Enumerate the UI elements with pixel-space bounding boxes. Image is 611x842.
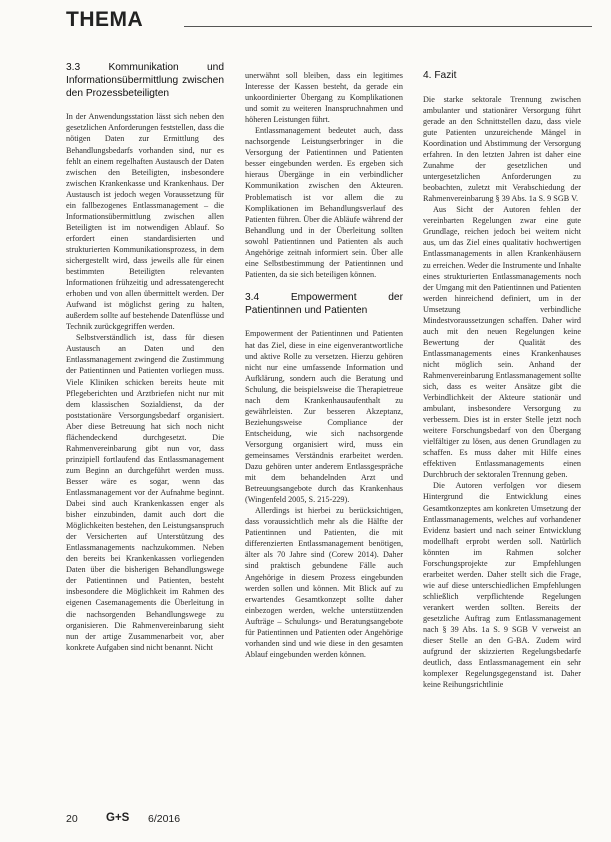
- column-middle: [245, 70, 403, 822]
- paragraph: Entlassmanagement bedeutet auch, dass nachsorgende Leistungserbringer in die Versorgung der Patientinnen und Patienten besser eingebunden werden. Es ergeben sich hieraus Übergänge in ein verbindlicher Kommunikation zwischen den Akteuren. Problematisch ist vor allem die zu Komplikationen im Behandlungsverlauf des Patienten führen. Über die Abläufe während der Behandlung und in der Überleitung sollten sowohl Patientinnen und Patienten als auch Angehörige zeitnah informiert sein. Über alle eine Selbstbestimmung der Patientinnen und Patienten, da sie sich beteiligen können.: [245, 126, 403, 279]
- paragraph: Empowerment der Patientinnen und Patienten hat das Ziel, diese in eine eigenverantwortliche und aktive Rolle zu versetzen. Hierzu gehören nicht nur eine umfassende Information und Aufklärung, sondern auch die Beratung und Schulung, die beispielsweise die Therapietreue nach dem Krankenhausaufenthalt zu gewährleisten. Zur besseren Akzeptanz, Beziehungsweise Compliance der Entscheidung, wie sich nachsorgende Versorgung organisiert wird, muss ein gemeinsames Verständnis erarbeitet werden. Dazu gehören unter anderem Entlassgespräche mit dem behandelnden Arzt und Betreuungsangebote durch das Krankenhaus (Wingenfeld 2005, S. 215-229).: [245, 329, 403, 505]
- column-left: [66, 62, 224, 814]
- section-heading-3-4: 3.4 Empowerment der Patientinnen und Patienten: [245, 291, 403, 316]
- paragraph: In der Anwendungsstation lässt sich neben den gesetzlichen Anforderungen feststellen, dass die nötigen Daten zur Ermittlung des Behandlungsbedarfs vorhanden sind, nur es fehlt an einem regelhaften Austausch der Daten zwischen den Beteiligten, insbesondere zwischen Krankenkasse und Krankenhaus. Der Austausch ist jedoch wegen Voraussetzung für ein fallbezogenes Entlassmanagement – die Informationsübermittlung zwischen allen Beteiligten ist im notwendigen Ablauf. So erfordert einen standardisierten und strukturierten Kommunikationsprozess, in dem sichergestellt wird, dass jeweils alle für einen bestimmten Beteiligten relevanten Informationen frühzeitig und adressatengerecht erhoben und von allen übermittelt werden. Der Aufwand ist möglichst gering zu halten, außerdem sollte auf bestehende Datenflüsse und Technik zurückgegriffen werden.: [66, 112, 224, 332]
- issue-number: 6/2016: [148, 813, 181, 825]
- paragraph: Allerdings ist hierbei zu berücksichtigen, dass voraussichtlich mehr als die Hälfte der Patientinnen und Patienten, die mit differenzierten Entlassmanagement benötigen, älter als 70 Jahre sind (Corew 2014). Daher sind praktisch gebundene Fälle auch Angehörige in diesem Prozess eingebunden werden sollen und können. Mit Blick auf zu erwartendes Gesamtkonzept sollte daher einbezogen werden, welche unterstützenden Aufträge – Schulungs- und Beratungsangebote für Patientinnen und Patienten oder Angehörige vorhanden sind und wie diese in den gesamten Ablauf eingebunden werden können.: [245, 506, 403, 659]
- paragraph: Die Autoren verfolgen vor diesem Hintergrund die Entwicklung eines Gesamtkonzeptes am konkreten Umsetzung der Entlassmanagements, welches auf vorhandener Evidenz basiert und nach seiner Entwicklung modellhaft erprobt werden soll. Natürlich könnten im Rahmen solcher Forschungsprojekte zur Empfehlungen erarbeitet werden. Daher stellt sich die Frage, wie auf diese unterschiedlichen Empfehlungen schließlich verpflichtende Regelungen verankert werden sollten. Bereits der gesetzliche Auftrag zum Entlassmanagement nach § 39 Abs. 1a S. 9 SGB V verweist an dieser Stelle an den G-BA. Zudem wird aufgrund der skizzierten Regelungsbedarfe deutlich, dass Entlassmanagement ein sehr komplexer Regelungsgegenstand ist. Daher keine Reihungsrichtlinie: [423, 481, 581, 690]
- paragraph: Aus Sicht der Autoren fehlen der vereinbarten Regelungen zwar eine gute Grundlage, reichen jedoch bei weitem nicht aus, um das Ziel eines qualitativ hochwertigen Entlassmanagements in allen Krankenhäusern zu erreichen. Weder die Instrumente und Inhalte eines strukturierten Entlassmanagements noch der Umgang mit den Patientinnen und Patienten werden hinreichend definiert, um in der Umsetzung verbindliche Mindestvoraussetzungen schaffen. Daher wird auch mit den neuen Regelungen keine Bewertung der Qualität des Entlassmanagements eines Krankenhauses nicht möglich sein. Anhand der Rahmenvereinbarung Entlassmanagement sollte sich, dass es weiter Ansätze gibt die Verbindlichkeit der Akteure stationär und ambulant, insbesondere Versorgung zu verbessern. Dies ist in erster Stelle jetzt noch weitere Forschungsbedarf von den Übergang vielfältiger zu lösen, aus denen Grundlagen zu schaffen. Es muss daher mit Hilfe eines effektiven Entlassmanagements einen Durchbruch der sektoralen Trennung geben.: [423, 205, 581, 480]
- spacer: [245, 280, 403, 292]
- section-heading-4: 4. Fazit: [423, 70, 457, 81]
- journal-logo: G+S: [106, 812, 130, 824]
- paragraph: unerwähnt soll bleiben, dass ein legitimes Interesse der Kassen besteht, da gerade ein unkoordinierter Übergang zu Komplikationen und somit zu weiteren Inanspruchnahmen und höheren Leistungen führt.: [245, 71, 403, 125]
- column-right: [423, 70, 581, 822]
- paragraph: Die starke sektorale Trennung zwischen ambulanter und stationärer Versorgung führt gerade an den Schnittstellen dazu, dass viele gute Patienten unzureichende Mängel in Koordination und Abstimmung der Versorgung erfahren. In den letzten Jahren ist daher eine Zunahme der gesetzlichen und untergesetzlichen Anforderungen zu beobachten, zuletzt mit Verabschiedung der Rahmenvereinbarung § 39 Abs. 1a S. 9 SGB V.: [423, 94, 581, 204]
- section-title: THEMA: [66, 8, 144, 31]
- paragraph: Selbstverständlich ist, dass für diesen Austausch an Daten und den Entlassmanagement zwingend die Zustimmung der Patientinnen und Patienten vorliegen muss. Viele Kliniken schicken bereits heute mit Pflegeberichten und Arztbriefen nicht nur mit dem klassischen Sozialdienst, da der poststationäre Versorgungsbedarf organisiert. Aber diese Betreuung hat sich noch nicht flächendeckend durchgesetzt. Die Rahmenvereinbarung gibt nun vor, dass prinzipiell fortlaufend das Entlassmanagement zum Beginn an durchgeführt werden muss. Besser wäre es sogar, wenn das Entlassmanagement vor der Aufnahme beginnt. Dabei sind auch Krankenkassen enger als bisher einzubinden, damit auch dort die Möglichkeiten bestehen, den Leistungsanspruch der Versicherten auf Unterstützung des Entlassmanagements nachzukommen. Neben den bereits bei Krankenkassen vorliegenden Daten über die bisherigen Behandlungswege der Patientinnen und Patienten, besteht insbesondere die Möglichkeit im Rahmen des eigenen Casemanagements die Überleitung in die nachsorgenden Behandlungswege zu organisieren. Die Rahmenvereinbarung sieht nun der artige Zusammenarbeit vor, aber konkrete Aufgaben sind nicht benannt. Nicht: [66, 333, 224, 652]
- page-number: 20: [66, 813, 78, 825]
- header-rule: [184, 26, 592, 27]
- section-heading-3-3: 3.3 Kommunikation und Informationsübermittlung zwischen den Prozessbeteiligten: [66, 62, 224, 99]
- page-footer: [66, 813, 266, 829]
- page-header: [66, 8, 592, 36]
